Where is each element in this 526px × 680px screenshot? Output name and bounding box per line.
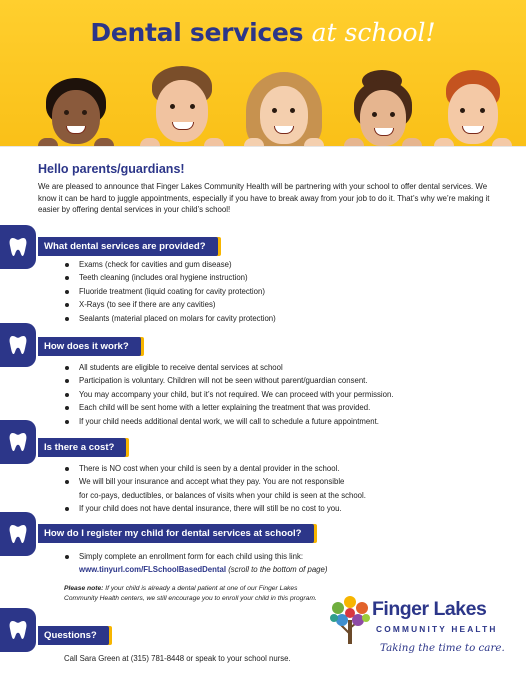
list-item: Participation is voluntary. Children will not be seen without parent/guardian consent.: [64, 374, 394, 387]
logo-tagline: Taking the time to care.: [380, 642, 505, 654]
section-heading: How do I register my child for dental services at school?: [38, 524, 314, 543]
please-note: [64, 584, 322, 604]
child-figure: [146, 66, 218, 150]
section-heading: Questions?: [38, 626, 109, 645]
logo-subtitle: COMMUNITY HEALTH: [376, 624, 498, 634]
link-note: (scroll to the bottom of page): [228, 565, 328, 574]
enrollment-link-line: [64, 564, 327, 576]
section-heading: How does it work?: [38, 337, 141, 356]
list-item: Exams (check for cavities and gum disease): [64, 258, 276, 271]
list-item: Teeth cleaning (includes oral hygiene instruction): [64, 271, 276, 284]
register-list: [64, 550, 303, 563]
child-figure: [42, 78, 110, 150]
list-item: If your child does not have dental insurance, there will still be no cost to you.: [64, 502, 366, 515]
section-heading: Is there a cost?: [38, 438, 126, 457]
list-item: You may accompany your child, but it’s not required. We can proceed with your permission.: [64, 388, 394, 401]
title-main: Dental services: [90, 18, 304, 47]
paper-edge: [0, 146, 526, 158]
child-figure: [246, 72, 322, 150]
intro-paragraph: We are pleased to announce that Finger Lakes Community Health will be partnering with your school to offer dental services. We know it can be hard to juggle appointments, especially if you have to break away from your job to do it. That’s why we’re making it easier by offering dental services in your child’s school!: [38, 182, 490, 214]
list-item: All students are eligible to receive dental services at school: [64, 361, 394, 374]
tooth-icon: [0, 323, 36, 367]
cost-list: [64, 462, 366, 516]
list-item-continuation: for co-pays, deductibles, or balances of visits when your child is seen at the school.: [79, 490, 366, 500]
note-label: Please note:: [64, 585, 104, 592]
how-list: [64, 361, 394, 428]
tooth-icon: [0, 512, 36, 556]
note-text: If your child is already a dental patient at one of our Finger Lakes Community Health centers, we still encourage you to enroll your child in this program.: [64, 585, 317, 603]
list-item: There is NO cost when your child is seen by a dental provider in the school.: [64, 462, 366, 475]
child-figure: [440, 70, 506, 150]
tooth-icon: [0, 225, 36, 269]
list-item: Simply complete an enrollment form for each child using this link:: [64, 550, 303, 563]
intro: [38, 162, 500, 216]
list-item: Each child will be sent home with a letter explaining the treatment that was provided.: [64, 401, 394, 414]
list-item: If your child needs additional dental work, we will call to schedule a future appointment.: [64, 415, 394, 428]
child-figure: [350, 70, 416, 150]
tooth-icon: [0, 608, 36, 652]
greeting: Hello parents/guardians!: [38, 162, 185, 176]
contact-text: Call Sara Green at (315) 781-8448 or speak to your school nurse.: [64, 654, 291, 663]
list-item: Fluoride treatment (liquid coating for cavity protection): [64, 285, 276, 298]
section-heading: What dental services are provided?: [38, 237, 218, 256]
finger-lakes-logo: [328, 590, 518, 670]
hero-banner: [0, 0, 526, 158]
title-script: at school!: [311, 18, 436, 47]
tooth-icon: [0, 420, 36, 464]
list-item: X-Rays (to see if there are any cavities): [64, 298, 276, 311]
list-item: We will bill your insurance and accept what they pay. You are not responsible: [64, 475, 366, 488]
enrollment-link[interactable]: www.tinyurl.com/FLSchoolBasedDental: [79, 565, 227, 574]
list-item: Sealants (material placed on molars for cavity protection): [64, 312, 276, 325]
tree-logo-icon: [328, 594, 372, 646]
services-list: [64, 258, 276, 325]
logo-name: Finger Lakes: [372, 598, 487, 620]
page-title: [0, 18, 526, 47]
